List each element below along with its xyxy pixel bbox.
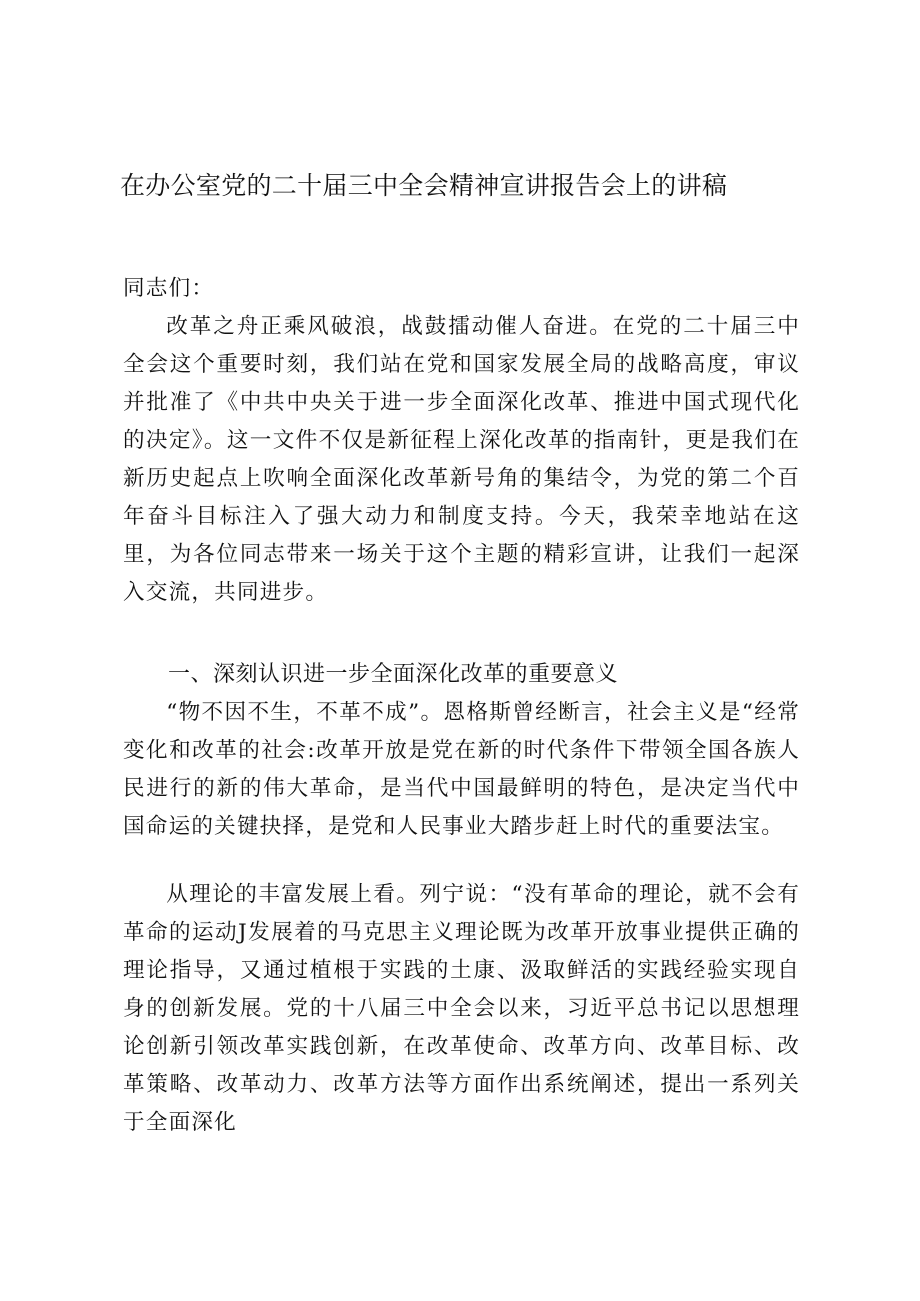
paragraph-intro: 改革之舟正乘风破浪，战鼓擂动催人奋进。在党的二十届三中全会这个重要时刻，我们站在党和国家发展全局的战略高度，审议并批准了《中共中央关于进一步全面深化改革、推进中国式现代化的决定》。这一文件不仅是新征程上深化改革的指南针，更是我们在新历史起点上吹响全面深化改革新号角的集结令，为党的第二个百年奋斗目标注入了强大动力和制度支持。今天，我荣幸地站在这里，为各位同志带来一场关于这个主题的精彩宣讲，让我们一起深入交流，共同进步。 xyxy=(123,314,800,605)
section-heading-1: 一、深刻认识进一步全面深化改革的重要意义 xyxy=(168,662,619,687)
greeting: 同志们： xyxy=(123,276,215,301)
document-title: 在办公室党的二十届三中全会精神宣讲报告会上的讲稿 xyxy=(120,171,728,200)
paragraph-theory: 从理论的丰富发展上看。列宁说：“没有革命的理论，就不会有革命的运动J发展着的马克思主义理论既为改革开放事业提供正确的理论指导，又通过植根于实践的土康、汲取鲜活的实践经验实现自身的创新发展。党的十八届三中全会以来，习近平总书记以思想理论创新引领改革实践创新，在改革使命、改革方向、改革目标、改革策略、改革动力、改革方法等方面作出系统阐述，提出一系列关于全面深化 xyxy=(123,882,800,1135)
paragraph-significance: “物不因不生，不革不成”。恩格斯曾经断言，社会主义是“经常变化和改革的社会:改革开放是党在新的时代条件下带领全国各族人民进行的新的伟大革命，是当代中国最鲜明的特色，是决定当代中国命运的关键抉择，是党和人民事业大踏步赶上时代的重要法宝。 xyxy=(123,700,800,839)
